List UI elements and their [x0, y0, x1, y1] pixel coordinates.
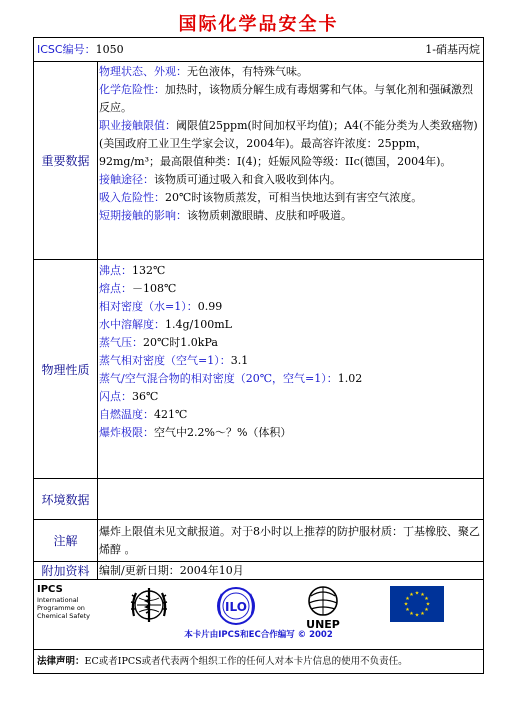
additional-row — [34, 562, 483, 580]
field-value: 1.02 — [337, 372, 363, 385]
additional-content: 编制/更新日期：2004年10月 — [99, 564, 244, 577]
who-logo — [128, 584, 170, 626]
eu-star-icon: ★ — [405, 607, 410, 613]
field-value: 空气中2.2%～？%（体积） — [154, 426, 292, 439]
physical-properties-row — [34, 260, 483, 479]
field-label: 化学危险性： — [99, 83, 165, 96]
icsc-label: ICSC编号： — [37, 43, 96, 56]
field-label: 短期接触的影响： — [99, 209, 187, 222]
field-label: 熔点： — [99, 282, 132, 295]
card-title: 国际化学品安全卡 — [178, 14, 339, 35]
ipcs-line: Programme on — [37, 604, 85, 612]
eu-star-icon: ★ — [420, 592, 425, 598]
property-item — [99, 280, 480, 298]
important-item — [99, 81, 480, 117]
safety-card — [33, 37, 484, 674]
ipcs-title: IPCS — [37, 584, 63, 595]
field-label: 爆炸极限： — [99, 426, 154, 439]
property-item — [99, 406, 480, 424]
physical-properties-label: 物理性质 — [34, 260, 98, 478]
field-label: 蒸气压： — [99, 336, 143, 349]
legal-label: 法律声明： — [37, 656, 85, 667]
credit-line: 本卡片由IPCS和EC合作编写 © 2002 — [184, 630, 333, 640]
eu-star-icon: ★ — [414, 612, 420, 619]
property-item — [99, 424, 480, 442]
field-value: 阈限值25ppm(时间加权平均值)；A4(不能分类为人类致癌物)(美国政府工业卫生学家会议，2004年)。最高容许浓度：25ppm，92mg/m³；最高限值种类：I(4)；妊娠风险等级：IIc(德国，2004年)。 — [99, 119, 478, 168]
property-item — [99, 388, 480, 406]
chemical-name: 1-硝基丙烷 — [425, 43, 480, 56]
eu-star-icon: ★ — [424, 596, 429, 602]
field-value: 20℃时该物质蒸发，可相当快地达到有害空气浓度。 — [165, 191, 423, 204]
important-data-content — [98, 62, 483, 259]
header-content — [34, 38, 483, 57]
field-value: 3.1 — [230, 354, 249, 367]
property-item — [99, 316, 480, 334]
important-item — [99, 207, 480, 225]
important-item — [99, 117, 480, 171]
physical-properties-content — [98, 260, 483, 478]
field-value: 421℃ — [154, 408, 188, 421]
eu-flag-icon — [390, 586, 444, 622]
field-label: 自燃温度： — [99, 408, 154, 421]
field-value: 0.99 — [197, 300, 223, 313]
field-value: 加热时，该物质分解生成有毒烟雾和气体。与氧化剂和强碱激烈反应。 — [99, 83, 473, 114]
header-row — [34, 38, 483, 62]
field-label: 接触途径： — [99, 173, 154, 186]
property-item — [99, 352, 480, 370]
legal-text: EC或者IPCS或者代表两个组织工作的任何人对本卡片信息的使用不负责任。 — [84, 656, 408, 667]
field-value: 132℃ — [132, 264, 166, 277]
important-item — [99, 63, 480, 81]
field-value: 20℃时1.0kPa — [143, 336, 218, 349]
field-label: 蒸气相对密度（空气=1）： — [99, 354, 231, 367]
field-value: 该物质可通过吸入和食入吸收到体内。 — [154, 173, 341, 186]
eu-star-icon: ★ — [409, 611, 414, 617]
eu-star-icon: ★ — [409, 592, 414, 598]
unep-text: UNEP — [306, 618, 340, 630]
eu-star-icon: ★ — [405, 596, 410, 602]
field-value: 该物质刺激眼睛、皮肤和呼吸道。 — [187, 209, 352, 222]
property-item — [99, 370, 480, 388]
ilo-logo — [214, 584, 258, 628]
ipcs-line: Chemical Safety — [37, 612, 91, 620]
field-value: 无色液体，有特殊气味。 — [187, 65, 308, 78]
important-item — [99, 171, 480, 189]
unep-logo — [301, 584, 345, 630]
environment-row — [34, 479, 483, 520]
environment-label: 环境数据 — [34, 479, 98, 519]
property-item — [99, 262, 480, 280]
additional-label: 附加资料 — [34, 562, 98, 579]
important-data-row — [34, 62, 483, 260]
footer-logos-row — [34, 580, 483, 650]
legal-row — [34, 650, 483, 674]
ipcs-line: International — [37, 596, 79, 604]
field-label: 吸入危险性： — [99, 191, 165, 204]
notes-content: 爆炸上限值未见文献报道。对于8小时以上推荐的防护服材质：丁基橡胶、聚乙烯醇 。 — [99, 525, 480, 556]
field-label: 职业接触限值： — [99, 119, 176, 132]
important-data-label: 重要数据 — [34, 62, 98, 259]
notes-label: 注解 — [34, 520, 98, 561]
ipcs-logo — [37, 584, 90, 620]
notes-row — [34, 520, 483, 562]
eu-star-icon: ★ — [414, 590, 420, 597]
ilo-text: ILO — [225, 600, 247, 614]
field-value: 36℃ — [132, 390, 159, 403]
eu-star-icon: ★ — [420, 611, 425, 617]
field-label: 蒸气/空气混合物的相对密度（20℃，空气=1）： — [99, 372, 338, 385]
field-label: 物理状态、外观： — [99, 65, 187, 78]
eu-star-icon: ★ — [425, 601, 431, 608]
field-label: 闪点： — [99, 390, 132, 403]
environment-content — [98, 479, 483, 519]
eu-star-icon: ★ — [403, 601, 409, 608]
important-item — [99, 189, 480, 207]
legal-notice — [34, 650, 483, 670]
field-value: 1.4g/100mL — [165, 318, 232, 331]
field-label: 水中溶解度： — [99, 318, 165, 331]
property-item — [99, 334, 480, 352]
property-item — [99, 298, 480, 316]
eu-star-icon: ★ — [424, 607, 429, 613]
field-label: 相对密度（水=1）： — [99, 300, 198, 313]
field-label: 沸点： — [99, 264, 132, 277]
icsc-id — [37, 41, 124, 57]
icsc-number: 1050 — [95, 43, 124, 56]
field-value: －108℃ — [132, 282, 177, 295]
